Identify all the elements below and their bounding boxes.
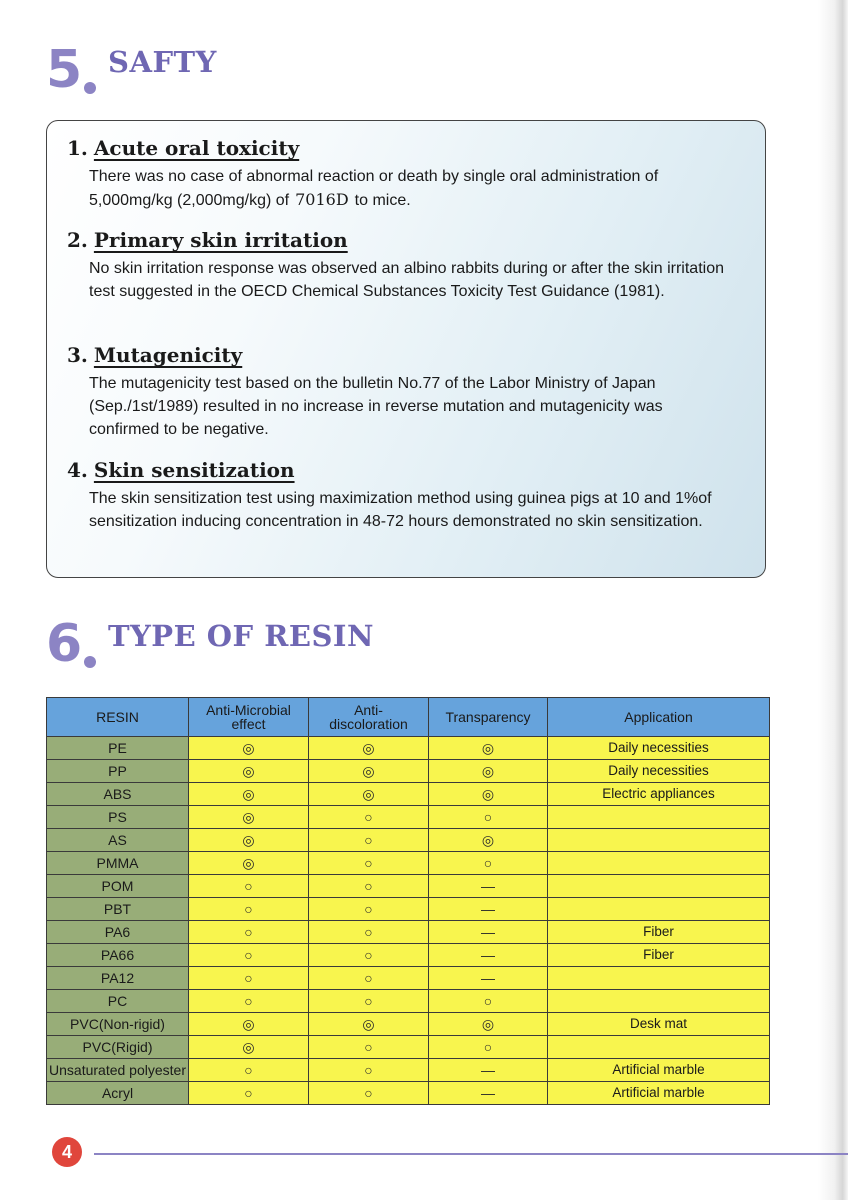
cell-transparency: ○ <box>429 990 548 1013</box>
cell-transparency: — <box>429 1082 548 1105</box>
cell-discoloration: ○ <box>309 1059 429 1082</box>
cell-resin: PA12 <box>47 967 189 990</box>
table-row <box>47 1013 770 1036</box>
cell-discoloration: ○ <box>309 921 429 944</box>
cell-discoloration: ○ <box>309 990 429 1013</box>
cell-resin: PE <box>47 737 189 760</box>
cell-transparency: ○ <box>429 806 548 829</box>
cell-resin: PA6 <box>47 921 189 944</box>
cell-discoloration: ○ <box>309 852 429 875</box>
item-heading <box>67 227 747 253</box>
cell-antimicrobial: ◎ <box>189 806 309 829</box>
page-number-badge: 4 <box>52 1137 82 1167</box>
cell-transparency: — <box>429 1059 548 1082</box>
table-row <box>47 898 770 921</box>
cell-discoloration: ○ <box>309 806 429 829</box>
cell-application <box>548 898 770 921</box>
cell-application <box>548 990 770 1013</box>
cell-antimicrobial: ○ <box>189 1059 309 1082</box>
item-title: Skin sensitization <box>93 458 295 482</box>
cell-transparency: ◎ <box>429 737 548 760</box>
table-row <box>47 1082 770 1105</box>
cell-transparency: — <box>429 944 548 967</box>
table-row <box>47 921 770 944</box>
table-row <box>47 829 770 852</box>
cell-application <box>548 967 770 990</box>
cell-resin: PS <box>47 806 189 829</box>
cell-transparency: — <box>429 875 548 898</box>
item-body-text-end: to mice. <box>354 192 411 209</box>
table-row <box>47 967 770 990</box>
cell-antimicrobial: ○ <box>189 944 309 967</box>
cell-antimicrobial: ○ <box>189 898 309 921</box>
table-row <box>47 783 770 806</box>
item-body: The mutagenicity test based on the bulletin No.77 of the Labor Ministry of Japan (Sep./1st/1989) resulted in no increase in reverse mutation and mutagenicity was confirmed to be negative. <box>89 375 663 438</box>
product-code: 7016D <box>295 190 349 209</box>
item-heading <box>67 457 747 483</box>
cell-antimicrobial: ◎ <box>189 1036 309 1059</box>
cell-discoloration: ○ <box>309 944 429 967</box>
item-body <box>89 165 729 212</box>
cell-application: Fiber <box>548 921 770 944</box>
table-row <box>47 852 770 875</box>
cell-antimicrobial: ◎ <box>189 783 309 806</box>
section-number: 5 <box>46 40 83 100</box>
section-number-dot <box>84 656 96 668</box>
section-number-dot <box>84 82 96 94</box>
resin-table <box>46 697 770 1105</box>
page-edge-shadow <box>818 0 848 1200</box>
cell-discoloration: ○ <box>309 875 429 898</box>
cell-antimicrobial: ○ <box>189 1082 309 1105</box>
cell-discoloration: ○ <box>309 898 429 921</box>
cell-discoloration: ◎ <box>309 1013 429 1036</box>
item-title: Acute oral toxicity <box>93 136 300 160</box>
cell-discoloration: ◎ <box>309 737 429 760</box>
cell-resin: AS <box>47 829 189 852</box>
cell-resin: PA66 <box>47 944 189 967</box>
cell-transparency: ○ <box>429 852 548 875</box>
safety-item-skin-sensitization <box>67 457 747 533</box>
item-title: Mutagenicity <box>93 343 243 367</box>
cell-application: Daily necessities <box>548 737 770 760</box>
cell-discoloration: ◎ <box>309 783 429 806</box>
cell-antimicrobial: ◎ <box>189 852 309 875</box>
cell-transparency: — <box>429 898 548 921</box>
table-row <box>47 875 770 898</box>
safety-item-mutagenicity <box>67 342 747 441</box>
cell-application <box>548 1036 770 1059</box>
cell-transparency: — <box>429 967 548 990</box>
header-discoloration-line1: Anti- <box>354 702 383 718</box>
header-antimicrobial-line2: effect <box>231 716 266 732</box>
table-row <box>47 737 770 760</box>
cell-resin: Unsaturated polyester <box>47 1059 189 1082</box>
cell-resin: PC <box>47 990 189 1013</box>
item-number: 2. <box>67 228 88 252</box>
table-header-row <box>47 698 770 737</box>
cell-antimicrobial: ◎ <box>189 829 309 852</box>
cell-discoloration: ○ <box>309 1036 429 1059</box>
cell-discoloration: ◎ <box>309 760 429 783</box>
cell-discoloration: ○ <box>309 829 429 852</box>
item-body: No skin irritation response was observed an albino rabbits during or after the skin irritation test suggested in the OECD Chemical Substances Toxicity Test Guidance (1981). <box>89 260 724 300</box>
item-heading <box>67 342 747 368</box>
cell-resin: POM <box>47 875 189 898</box>
table-row <box>47 990 770 1013</box>
item-body-text: There was no case of abnormal reaction or death by single oral administration of 5,000mg/kg (2,000mg/kg) of <box>89 168 659 209</box>
cell-resin: PP <box>47 760 189 783</box>
table-row <box>47 806 770 829</box>
cell-transparency: ○ <box>429 1036 548 1059</box>
cell-antimicrobial: ○ <box>189 967 309 990</box>
table-row <box>47 760 770 783</box>
item-number: 1. <box>67 136 88 160</box>
header-resin: RESIN <box>47 698 189 737</box>
cell-application <box>548 829 770 852</box>
item-number: 4. <box>67 458 88 482</box>
cell-antimicrobial: ○ <box>189 990 309 1013</box>
cell-antimicrobial: ◎ <box>189 760 309 783</box>
cell-resin: Acryl <box>47 1082 189 1105</box>
cell-transparency: ◎ <box>429 829 548 852</box>
header-discoloration-line2: discoloration <box>329 716 408 732</box>
cell-application: Artificial marble <box>548 1082 770 1105</box>
header-transparency: Transparency <box>429 698 548 737</box>
safety-item-acute-oral-toxicity <box>67 135 747 212</box>
section-number: 6 <box>46 614 83 674</box>
cell-application <box>548 852 770 875</box>
table-row <box>47 944 770 967</box>
item-heading <box>67 135 747 161</box>
cell-application: Daily necessities <box>548 760 770 783</box>
cell-discoloration: ○ <box>309 1082 429 1105</box>
header-application: Application <box>548 698 770 737</box>
item-title: Primary skin irritation <box>93 228 348 252</box>
footer-rule <box>94 1153 848 1155</box>
item-number: 3. <box>67 343 88 367</box>
cell-resin: PVC(Rigid) <box>47 1036 189 1059</box>
header-antimicrobial <box>189 698 309 737</box>
header-discoloration <box>309 698 429 737</box>
cell-resin: PVC(Non-rigid) <box>47 1013 189 1036</box>
cell-resin: ABS <box>47 783 189 806</box>
safety-item-primary-skin-irritation <box>67 227 747 303</box>
cell-transparency: ◎ <box>429 1013 548 1036</box>
cell-discoloration: ○ <box>309 967 429 990</box>
cell-transparency: ◎ <box>429 760 548 783</box>
cell-antimicrobial: ◎ <box>189 1013 309 1036</box>
section-title: TYPE OF RESIN <box>108 619 374 653</box>
header-antimicrobial-line1: Anti-Microbial <box>206 702 291 718</box>
cell-transparency: ◎ <box>429 783 548 806</box>
table-row <box>47 1036 770 1059</box>
cell-application: Artificial marble <box>548 1059 770 1082</box>
cell-antimicrobial: ○ <box>189 921 309 944</box>
section-title: SAFTY <box>108 45 217 79</box>
cell-application: Desk mat <box>548 1013 770 1036</box>
cell-transparency: — <box>429 921 548 944</box>
table-row <box>47 1059 770 1082</box>
item-body: The skin sensitization test using maximization method using guinea pigs at 10 and 1%of sensitization inducing concentration in 48-72 hours demonstrated no skin sensitization. <box>89 490 712 530</box>
cell-resin: PMMA <box>47 852 189 875</box>
cell-application <box>548 875 770 898</box>
cell-application <box>548 806 770 829</box>
cell-antimicrobial: ○ <box>189 875 309 898</box>
cell-resin: PBT <box>47 898 189 921</box>
cell-antimicrobial: ◎ <box>189 737 309 760</box>
cell-application: Fiber <box>548 944 770 967</box>
cell-application: Electric appliances <box>548 783 770 806</box>
safety-panel <box>46 120 766 578</box>
